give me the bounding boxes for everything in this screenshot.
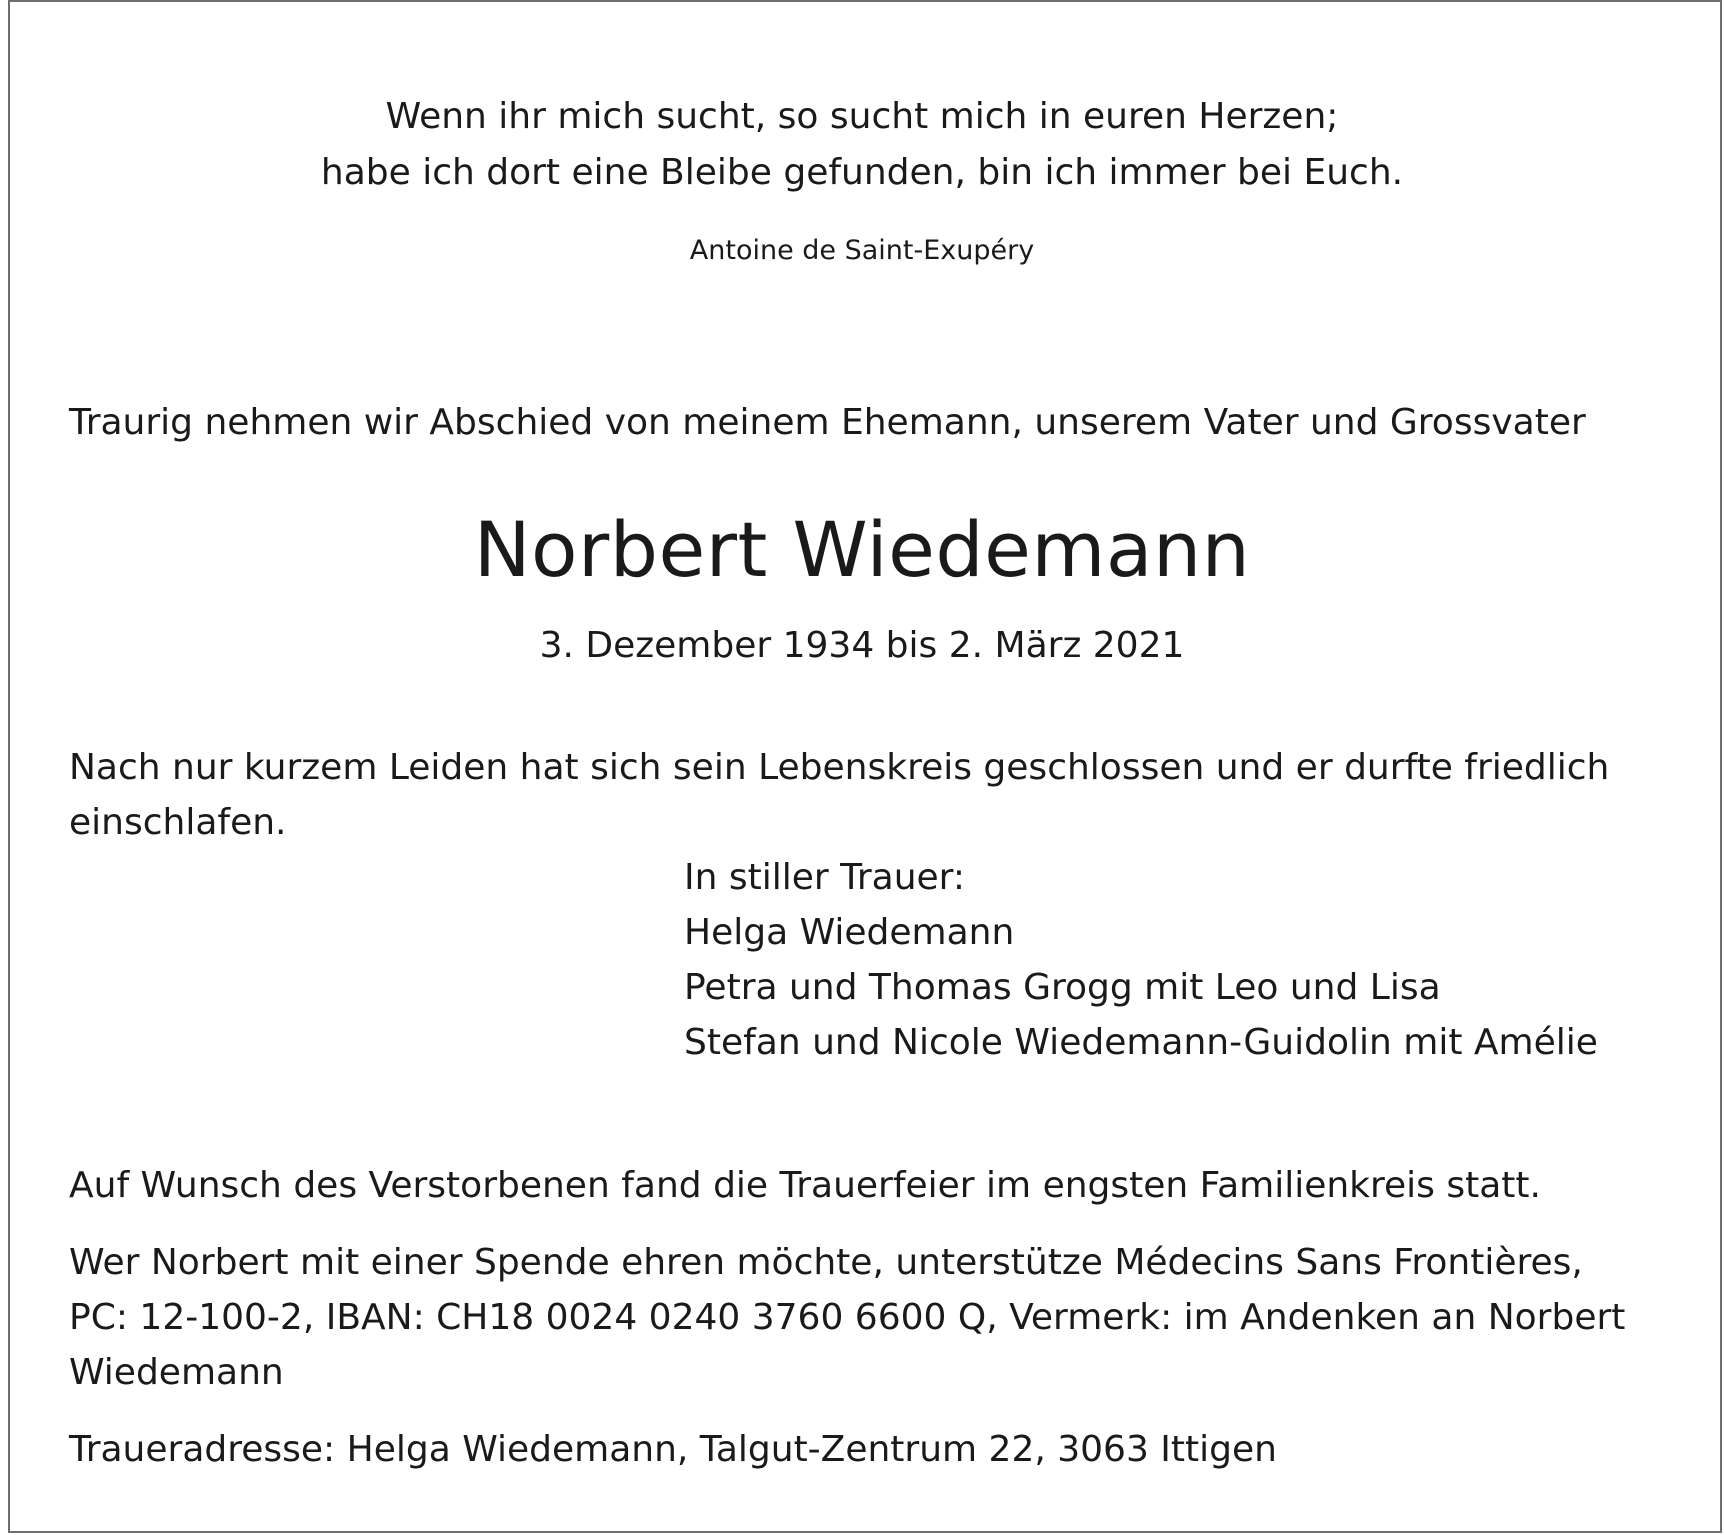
deceased-name: Norbert Wiedemann <box>473 505 1251 594</box>
donation-line-3: Wiedemann <box>69 1352 284 1393</box>
message-line-1: Nach nur kurzem Leiden hat sich sein Lebenskreis geschlossen und er durfte friedlich <box>69 747 1610 788</box>
quote-line-1: Wenn ihr mich sucht, so sucht mich in euren Herzen; <box>385 96 1339 137</box>
address-text: Traueradresse: Helga Wiedemann, Talgut-Zentrum 22, 3063 Ittigen <box>69 1429 1277 1470</box>
quote-author: Antoine de Saint-Exupéry <box>689 235 1035 266</box>
deceased-dates: 3. Dezember 1934 bis 2. März 2021 <box>539 625 1185 666</box>
donation-line-1: Wer Norbert mit einer Spende ehren möchte, unterstütze Médecins Sans Frontières, <box>69 1242 1583 1283</box>
mourner-name: Petra und Thomas Grogg mit Leo und Lisa <box>684 967 1441 1008</box>
ceremony-text: Auf Wunsch des Verstorbenen fand die Trauerfeier im engsten Familienkreis statt. <box>69 1165 1541 1206</box>
donation-line-2: PC: 12-100-2, IBAN: CH18 0024 0240 3760 6600 Q, Vermerk: im Andenken an Norbert <box>69 1297 1626 1338</box>
mourners-heading: In stiller Trauer: <box>684 857 965 898</box>
mourner-name: Helga Wiedemann <box>684 912 1015 953</box>
message-line-2: einschlafen. <box>69 802 287 843</box>
mourner-name: Stefan und Nicole Wiedemann-Guidolin mit Amélie <box>684 1022 1598 1063</box>
quote-line-2: habe ich dort eine Bleibe gefunden, bin ich immer bei Euch. <box>320 152 1404 193</box>
intro-text: Traurig nehmen wir Abschied von meinem Ehemann, unserem Vater und Grossvater <box>69 402 1586 443</box>
